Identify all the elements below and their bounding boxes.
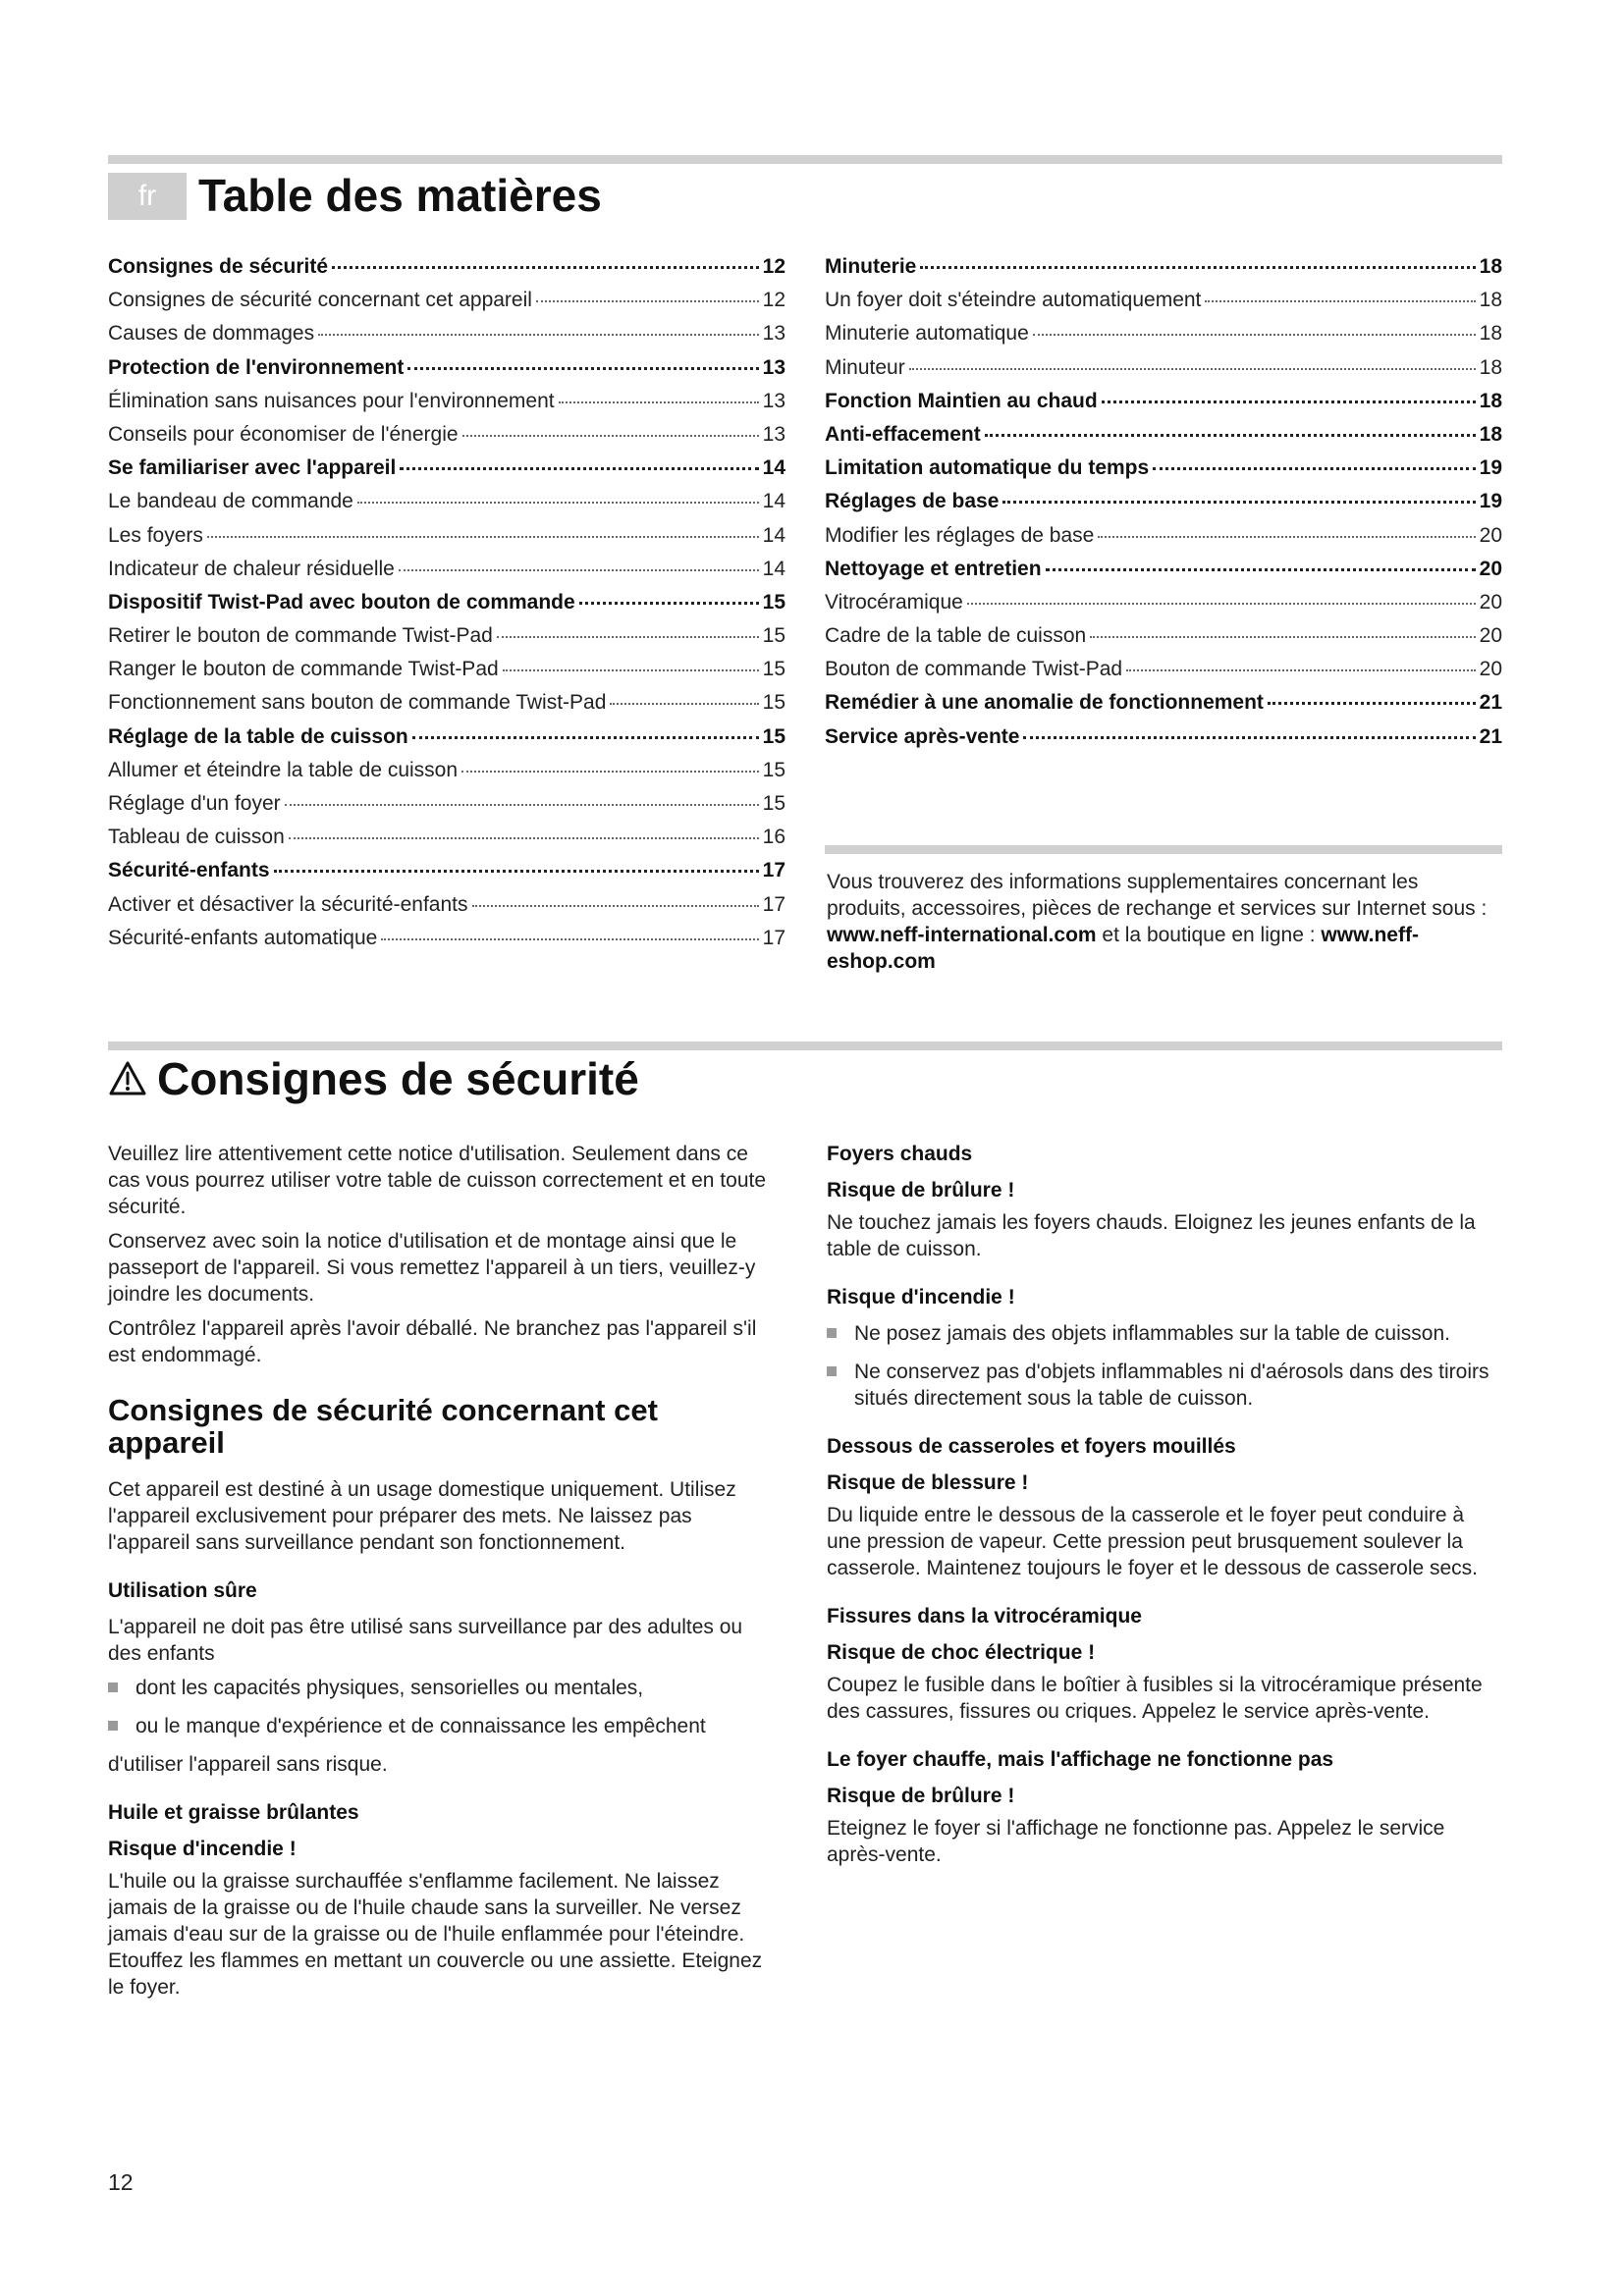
toc-entry-page: 14: [762, 490, 785, 513]
toc-dot-leader: [920, 266, 1475, 269]
toc-entry-page: 19: [1479, 456, 1502, 480]
toc-entry-page: 13: [762, 322, 785, 346]
toc-entry-page: 17: [762, 926, 785, 949]
toc-dot-leader: [407, 367, 758, 370]
toc-dot-leader: [497, 636, 759, 638]
toc-entry-label: Allumer et éteindre la table de cuisson: [108, 758, 459, 781]
toc-dot-leader: [1126, 669, 1476, 671]
toc-dot-leader: [536, 300, 759, 302]
toc-entry[interactable]: [825, 624, 1502, 658]
toc-entry-label: Cadre de la table de cuisson: [825, 624, 1087, 648]
toc-entry[interactable]: [108, 792, 785, 826]
toc-entry-page: 15: [762, 691, 785, 715]
toc-dot-leader: [579, 602, 759, 605]
toc-entry[interactable]: [825, 725, 1502, 759]
toc-entry[interactable]: [108, 423, 785, 456]
toc-entry-page: 18: [1479, 355, 1502, 379]
toc-dot-leader: [1205, 300, 1475, 302]
toc-entry-page: 13: [762, 422, 785, 446]
toc-entry[interactable]: [108, 826, 785, 859]
toc-dot-leader: [559, 401, 759, 403]
paragraph: d'utiliser l'appareil sans risque.: [108, 1753, 388, 1776]
toc-entry-label: Conseils pour économiser de l'énergie: [108, 422, 459, 446]
heading-fissures: Fissures dans la vitrocéramique: [827, 1605, 1142, 1628]
toc-dot-leader: [412, 736, 759, 739]
toc-entry[interactable]: [108, 558, 785, 591]
toc-right-column: [825, 255, 1502, 759]
toc-entry-page: 20: [1479, 557, 1502, 580]
toc-entry-page: 20: [1479, 523, 1502, 547]
toc-entry-label: Minuterie: [825, 255, 917, 278]
toc-entry-label: Nettoyage et entretien: [825, 557, 1042, 580]
toc-entry[interactable]: [825, 255, 1502, 289]
toc-entry-page: 18: [1479, 422, 1502, 446]
bullet-square-icon: [108, 1721, 118, 1731]
link-neff-international[interactable]: www.neff-international.com: [827, 924, 1097, 946]
toc-entry-label: Service après-vente: [825, 724, 1020, 748]
safety-title: Consignes de sécurité: [108, 1052, 639, 1105]
link-neff-eshop[interactable]: www.neff-eshop.com: [827, 924, 1419, 973]
toc-dot-leader: [461, 771, 759, 773]
toc-dot-leader: [399, 569, 759, 571]
toc-dot-leader: [1002, 501, 1475, 504]
toc-entry-label: Activer et désactiver la sécurité-enfants: [108, 892, 468, 916]
toc-entry-label: Le bandeau de commande: [108, 490, 353, 513]
paragraph: Coupez le fusible dans le boîtier à fusibles si la vitrocéramique présente des cassures, fissures ou criques. Appelez le service après-vente.: [827, 1674, 1483, 1723]
toc-entry-page: 12: [762, 289, 785, 312]
toc-dot-leader: [381, 938, 758, 940]
toc-entry-label: Minuteur: [825, 355, 905, 379]
toc-entry[interactable]: [825, 423, 1502, 456]
toc-dot-leader: [332, 266, 759, 269]
toc-entry-label: Dispositif Twist-Pad avec bouton de commande: [108, 590, 575, 614]
toc-entry-label: Remédier à une anomalie de fonctionnement: [825, 691, 1264, 715]
toc-dot-leader: [472, 905, 759, 907]
intro-paragraph: Conservez avec soin la notice d'utilisation et de montage ainsi que le passeport de l'appareil. Si vous remettez l'appareil à un tiers, veuillez-y joindre les documents.: [108, 1230, 756, 1306]
toc-entry[interactable]: [825, 658, 1502, 691]
toc-entry-label: Vitrocéramique: [825, 590, 963, 614]
toc-entry-label: Tableau de cuisson: [108, 826, 285, 849]
toc-dot-leader: [1033, 334, 1476, 336]
toc-entry-page: 14: [762, 456, 785, 480]
toc-title: Table des matières: [198, 170, 602, 221]
risk-label: Risque de brûlure !: [827, 1179, 1015, 1201]
toc-entry-page: 18: [1479, 289, 1502, 312]
bullet-square-icon: [827, 1366, 837, 1376]
info-divider: [825, 845, 1502, 854]
toc-dot-leader: [1153, 467, 1475, 470]
toc-entry-page: 12: [762, 255, 785, 278]
toc-entry-page: 14: [762, 523, 785, 547]
toc-dot-leader: [357, 502, 759, 504]
toc-entry-page: 15: [762, 658, 785, 681]
risk-label: Risque d'incendie !: [827, 1286, 1015, 1308]
toc-entry-page: 13: [762, 355, 785, 379]
toc-entry-label: Sécurité-enfants: [108, 859, 270, 882]
risk-label: Risque de blessure !: [827, 1471, 1029, 1494]
toc-entry[interactable]: [108, 759, 785, 792]
page-number: 12: [108, 2169, 134, 2195]
toc-entry[interactable]: [108, 893, 785, 927]
toc-dot-leader: [503, 669, 759, 671]
toc-entry[interactable]: [108, 356, 785, 390]
toc-entry[interactable]: [825, 558, 1502, 591]
toc-entry[interactable]: [825, 289, 1502, 322]
paragraph: L'appareil ne doit pas être utilisé sans surveillance par des adultes ou des enfants: [108, 1616, 743, 1665]
toc-entry[interactable]: [108, 289, 785, 322]
toc-entry-label: Minuterie automatique: [825, 322, 1029, 346]
toc-entry-page: 20: [1479, 658, 1502, 681]
toc-entry-label: Un foyer doit s'éteindre automatiquement: [825, 289, 1202, 312]
toc-dot-leader: [207, 536, 759, 538]
toc-entry[interactable]: [825, 390, 1502, 423]
toc-entry-page: 15: [762, 792, 785, 815]
toc-entry-label: Élimination sans nuisances pour l'environnement: [108, 389, 555, 412]
toc-entry-label: Anti-effacement: [825, 422, 981, 446]
toc-entry-page: 20: [1479, 624, 1502, 648]
toc-entry-page: 15: [762, 758, 785, 781]
toc-entry-label: Réglages de base: [825, 490, 1000, 513]
toc-entry-page: 21: [1479, 724, 1502, 748]
toc-dot-leader: [909, 368, 1476, 370]
intro-paragraph: Contrôlez l'appareil après l'avoir déballé. Ne branchez pas l'appareil s'il est endommagé.: [108, 1317, 757, 1366]
toc-dot-leader: [400, 467, 758, 470]
bullet-list: [108, 1675, 776, 1739]
heading-huile: Huile et graisse brûlantes: [108, 1801, 359, 1824]
list-item: Ne posez jamais des objets inflammables sur la table de cuisson.: [827, 1320, 1494, 1347]
toc-entry[interactable]: [108, 591, 785, 624]
toc-dot-leader: [1268, 702, 1476, 705]
toc-entry-label: Causes de dommages: [108, 322, 315, 346]
toc-entry-label: Ranger le bouton de commande Twist-Pad: [108, 658, 499, 681]
toc-entry[interactable]: [108, 490, 785, 523]
toc-left-column: [108, 255, 785, 960]
heading-dessous: Dessous de casseroles et foyers mouillés: [827, 1435, 1236, 1458]
list-item: Ne conservez pas d'objets inflammables ni d'aérosols dans des tiroirs situés directement sous la table de cuisson.: [827, 1359, 1494, 1412]
toc-entry[interactable]: [825, 456, 1502, 490]
toc-entry-page: 17: [762, 892, 785, 916]
toc-entry-label: Bouton de commande Twist-Pad: [825, 658, 1123, 681]
paragraph: Ne touchez jamais les foyers chauds. Eloignez les jeunes enfants de la table de cuisson.: [827, 1211, 1476, 1260]
toc-entry[interactable]: [108, 322, 785, 355]
toc-dot-leader: [610, 703, 758, 705]
toc-dot-leader: [289, 837, 759, 839]
paragraph: Cet appareil est destiné à un usage domestique uniquement. Utilisez l'appareil exclusivement pour préparer des mets. Ne laissez pas l'appareil sans surveillance pendant son fonctionnement.: [108, 1478, 736, 1554]
toc-entry-label: Les foyers: [108, 523, 203, 547]
top-divider: [108, 155, 1502, 164]
list-item: ou le manque d'expérience et de connaissance les empêchent: [108, 1713, 776, 1739]
toc-entry[interactable]: [108, 658, 785, 691]
toc-dot-leader: [1098, 536, 1475, 538]
toc-entry-label: Modifier les réglages de base: [825, 523, 1095, 547]
toc-entry[interactable]: [108, 691, 785, 724]
toc-entry[interactable]: [825, 356, 1502, 390]
toc-entry-label: Réglage d'un foyer: [108, 792, 281, 815]
toc-entry-page: 16: [762, 826, 785, 849]
toc-entry-label: Consignes de sécurité concernant cet appareil: [108, 289, 532, 312]
toc-entry-page: 21: [1479, 691, 1502, 715]
toc-entry[interactable]: [825, 691, 1502, 724]
toc-entry-page: 18: [1479, 255, 1502, 278]
intro-paragraph: Veuillez lire attentivement cette notice d'utilisation. Seulement dans ce cas vous pourrez utiliser votre table de cuisson correctement et en toute sécurité.: [108, 1143, 767, 1218]
language-badge: fr: [108, 173, 187, 220]
paragraph: L'huile ou la graisse surchauffée s'enflamme facilement. Ne laissez jamais de la graisse ou de l'huile chaude sans la surveiller. Ne versez jamais d'eau sur de la graisse ou de l'huile enflammée pour l'éteindre. Etouffez les flammes en mettant un couvercle ou une assiette. Eteignez le foyer.: [108, 1870, 763, 1999]
toc-entry[interactable]: [825, 322, 1502, 355]
toc-entry[interactable]: [108, 390, 785, 423]
toc-entry[interactable]: [108, 255, 785, 289]
toc-entry-page: 19: [1479, 490, 1502, 513]
toc-dot-leader: [967, 603, 1476, 605]
toc-entry-label: Protection de l'environnement: [108, 355, 405, 379]
toc-entry-page: 17: [762, 859, 785, 882]
toc-entry-page: 18: [1479, 322, 1502, 346]
risk-label: Risque de choc électrique !: [827, 1641, 1096, 1664]
toc-dot-leader: [1023, 736, 1475, 739]
toc-dot-leader: [985, 434, 1476, 437]
bullet-square-icon: [108, 1682, 118, 1692]
heading-utilisation-sure: Utilisation sûre: [108, 1579, 257, 1602]
toc-entry-label: Retirer le bouton de commande Twist-Pad: [108, 624, 493, 648]
toc-entry[interactable]: [825, 524, 1502, 558]
warning-icon: [108, 1059, 147, 1098]
info-text: Vous trouverez des informations supplementaires concernant les produits, accessoires, pièces de rechange et services sur Internet sous : www.neff-international.com et la boutique en ligne : www.neff-eshop.com: [827, 871, 1488, 973]
toc-dot-leader: [1090, 636, 1475, 638]
toc-entry[interactable]: [108, 927, 785, 960]
toc-entry-label: Réglage de la table de cuisson: [108, 724, 408, 748]
toc-entry-page: 15: [762, 724, 785, 748]
safety-left-column: [108, 1141, 776, 2008]
risk-label: Risque d'incendie !: [108, 1838, 297, 1860]
toc-entry-label: Indicateur de chaleur résiduelle: [108, 557, 395, 580]
toc-entry-page: 20: [1479, 590, 1502, 614]
heading-affichage: Le foyer chauffe, mais l'affichage ne fonctionne pas: [827, 1748, 1334, 1771]
bullet-list: [827, 1320, 1494, 1412]
toc-dot-leader: [274, 870, 759, 873]
risk-label: Risque de brûlure !: [827, 1785, 1015, 1807]
toc-entry-page: 13: [762, 389, 785, 412]
toc-dot-leader: [462, 435, 759, 437]
toc-entry-page: 18: [1479, 389, 1502, 412]
toc-dot-leader: [1046, 568, 1476, 571]
toc-entry[interactable]: [825, 591, 1502, 624]
toc-entry[interactable]: [108, 725, 785, 759]
toc-entry[interactable]: [825, 490, 1502, 523]
toc-entry[interactable]: [108, 524, 785, 558]
toc-dot-leader: [1102, 400, 1476, 403]
toc-entry-label: Fonctionnement sans bouton de commande Twist-Pad: [108, 691, 607, 715]
toc-entry-label: Consignes de sécurité: [108, 255, 329, 278]
toc-entry-label: Sécurité-enfants automatique: [108, 926, 378, 949]
toc-dot-leader: [285, 804, 759, 806]
toc-entry-page: 14: [762, 557, 785, 580]
toc-entry-label: Limitation automatique du temps: [825, 456, 1150, 480]
toc-entry[interactable]: [108, 456, 785, 490]
paragraph: Du liquide entre le dessous de la casserole et le foyer peut conduire à une pression de vapeur. Cette pression peut brusquement soulever la casserole. Maintenez toujours le foyer et le dessous de casserole secs.: [827, 1504, 1479, 1579]
heading-foyers-chauds: Foyers chauds: [827, 1143, 973, 1165]
safety-right-column: [827, 1141, 1494, 1876]
section-divider: [108, 1041, 1502, 1050]
toc-entry-page: 15: [762, 624, 785, 648]
toc-dot-leader: [318, 334, 759, 336]
toc-entry-label: Fonction Maintien au chaud: [825, 389, 1098, 412]
toc-entry[interactable]: [108, 624, 785, 658]
toc-entry-label: Se familiariser avec l'appareil: [108, 456, 397, 480]
bullet-square-icon: [827, 1328, 837, 1338]
toc-entry-page: 15: [762, 590, 785, 614]
list-item: dont les capacités physiques, sensorielles ou mentales,: [108, 1675, 776, 1701]
subsection-title: Consignes de sécurité concernant cet appareil: [108, 1393, 658, 1460]
paragraph: Eteignez le foyer si l'affichage ne fonctionne pas. Appelez le service après-vente.: [827, 1817, 1445, 1866]
toc-entry[interactable]: [108, 859, 785, 892]
